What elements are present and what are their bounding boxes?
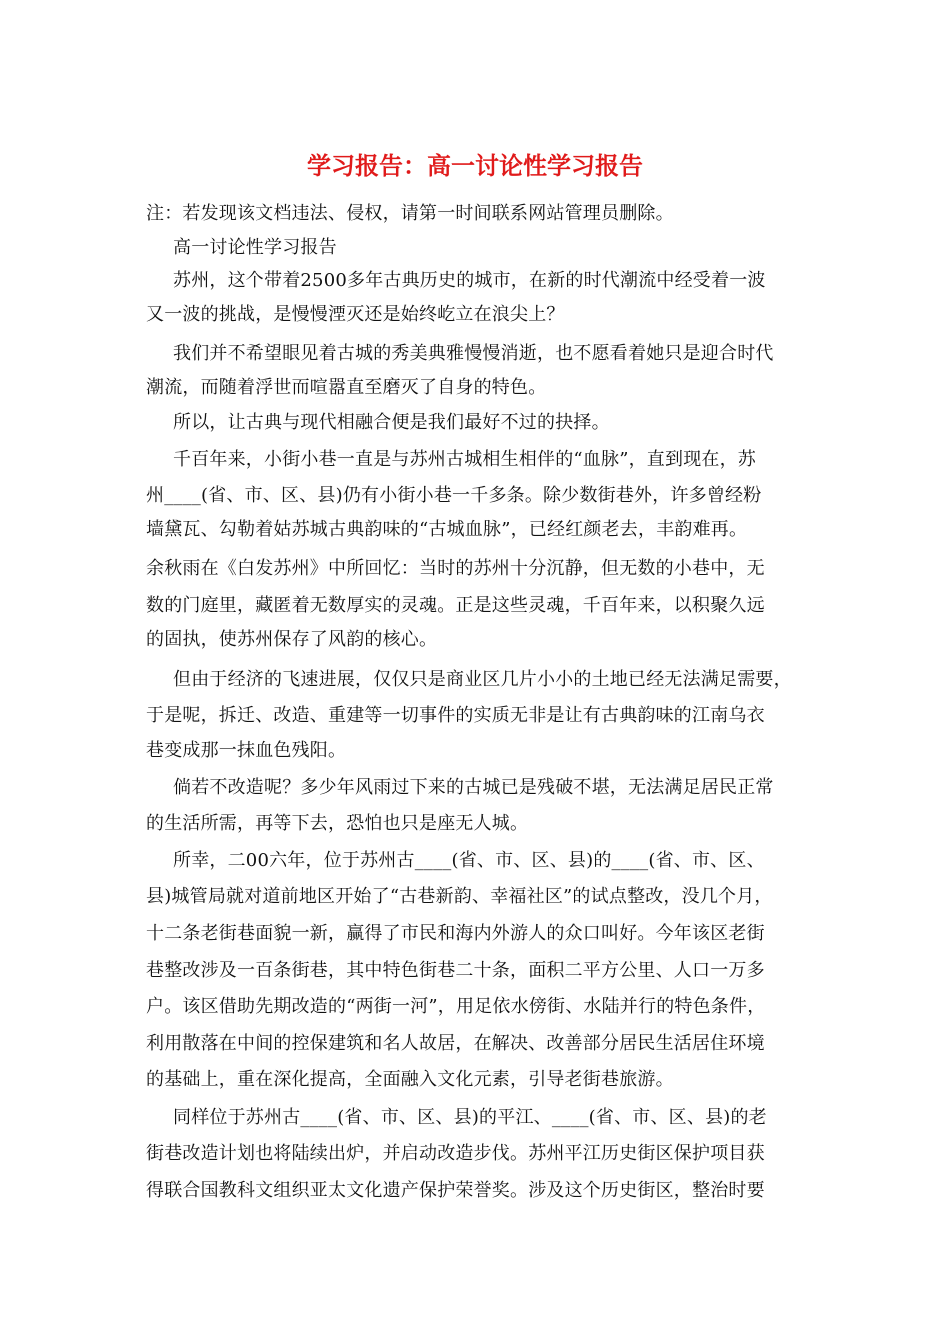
body-line: 巷变成那一抹血色残阳。: [146, 740, 347, 761]
body-line: 所幸，二00六年，位于苏州古____(省、市、区、县)的____(省、市、区、: [173, 850, 765, 871]
body-line: 街巷改造计划也将陆续出炉，并启动改造步伐。苏州平江历史街区保护项目获: [146, 1143, 765, 1164]
body-line: 墙黛瓦、勾勒着姑苏城古典韵味的“古城血脉”，已经红颜老去，丰韵难再。: [146, 519, 748, 540]
body-line: 的生活所需，再等下去，恐怕也只是座无人城。: [146, 813, 529, 834]
subtitle-line: 高一讨论性学习报告: [173, 237, 337, 258]
body-line: 我们并不希望眼见着古城的秀美典雅慢慢消逝，也不愿看着她只是迎合时代: [173, 343, 774, 364]
body-line: 又一波的挑战，是慢慢湮灭还是始终屹立在浪尖上？: [146, 304, 565, 325]
body-line: 巷整改涉及一百条街巷，其中特色街巷二十条，面积二平方公里、人口一万多: [146, 960, 765, 981]
body-line: 得联合国教科文组织亚太文化遗产保护荣誉奖。涉及这个历史街区，整治时要: [146, 1180, 765, 1201]
body-line: 户。该区借助先期改造的“两街一河”，用足依水傍街、水陆并行的特色条件，: [146, 996, 766, 1017]
body-line: 州____(省、市、区、县)仍有小街小巷一千多条。除少数街巷外，许多曾经粉: [146, 485, 762, 506]
body-line: 县)城管局就对道前地区开始了“古巷新韵、幸福社区”的试点整改，没几个月，: [146, 886, 773, 907]
body-line: 苏州，这个带着2500多年古典历史的城市，在新的时代潮流中经受着一波: [173, 270, 766, 291]
body-line: 千百年来，小街小巷一直是与苏州古城相生相伴的“血脉”，直到现在，苏: [173, 449, 757, 470]
body-line: 数的门庭里，藏匿着无数厚实的灵魂。正是这些灵魂，千百年来，以积聚久远: [146, 595, 765, 616]
body-line: 同样位于苏州古____(省、市、区、县)的平江、____(省、市、区、县)的老: [173, 1107, 767, 1128]
body-line: 十二条老街巷面貌一新，赢得了市民和海内外游人的众口叫好。今年该区老街: [146, 923, 765, 944]
body-line: 潮流，而随着浮世而喧嚣直至磨灭了自身的特色。: [146, 377, 547, 398]
body-line: 利用散落在中间的控保建筑和名人故居，在解决、改善部分居民生活居住环境: [146, 1033, 765, 1054]
body-line: 所以，让古典与现代相融合便是我们最好不过的抉择。: [173, 412, 610, 433]
body-line: 但由于经济的飞速进展，仅仅只是商业区几片小小的土地已经无法满足需要，: [173, 669, 792, 690]
body-line: 的固执，使苏州保存了风韵的核心。: [146, 629, 438, 650]
notice-line: 注：若发现该文档违法、侵权，请第一时间联系网站管理员删除。: [146, 203, 674, 224]
body-line: 余秋雨在《白发苏州》中所回忆：当时的苏州十分沉静，但无数的小巷中，无: [146, 558, 765, 579]
document-title: 学习报告：高一讨论性学习报告: [307, 151, 643, 180]
body-line: 倘若不改造呢？多少年风雨过下来的古城已是残破不堪，无法满足居民正常: [173, 777, 774, 798]
body-line: 于是呢，拆迁、改造、重建等一切事件的实质无非是让有古典韵味的江南乌衣: [146, 705, 765, 726]
body-line: 的基础上，重在深化提高，全面融入文化元素，引导老街巷旅游。: [146, 1069, 674, 1090]
